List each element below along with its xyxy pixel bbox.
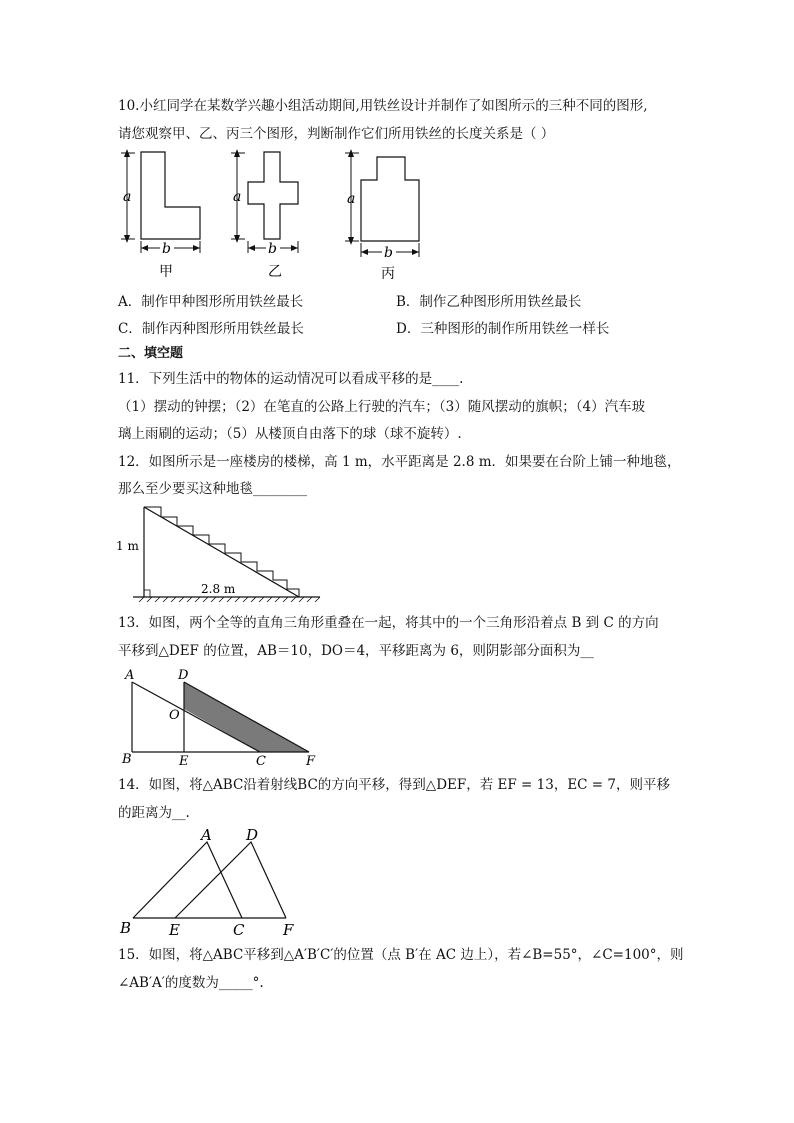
label-jia: 甲	[159, 264, 173, 280]
q14-label-a: A	[201, 826, 212, 844]
q10-stem-line1: 10.小红同学在某数学兴趣小组活动期间,用铁丝设计并制作了如图所示的三种不同的图形,	[118, 98, 648, 114]
q15-stem-line2: ∠AB′A′的度数为_____°.	[118, 975, 264, 991]
q10-option-c: C．制作丙种图形所用铁丝最长	[118, 321, 304, 337]
q14-triangles-figure	[115, 825, 305, 940]
bing-a-label: a	[347, 191, 356, 207]
q10-option-a: A．制作甲种图形所用铁丝最长	[118, 294, 304, 310]
q12-stairs-figure	[115, 502, 325, 606]
section-fill-in-heading: 二、填空题	[118, 346, 184, 361]
label-yi: 乙	[268, 264, 282, 280]
q13-label-b: B	[122, 752, 132, 767]
q11-stem-line3: 璃上雨刷的运动；（5）从楼顶自由落下的球（球不旋转）.	[118, 426, 462, 442]
q11-stem-line2: （1）摆动的钟摆；（2）在笔直的公路上行驶的汽车；（3）随风摆动的旗帜；（4）汽车玻	[118, 399, 646, 415]
q14-label-d: D	[246, 826, 259, 844]
q13-label-a: A	[125, 668, 135, 683]
q13-stem-line2: 平移到△DEF 的位置，AB＝10，DO＝4，平移距离为 6，则阴影部分面积为__	[118, 643, 594, 659]
q13-label-c: C	[256, 754, 266, 767]
stairs-width-label: 2.8 m	[201, 582, 236, 596]
q10-option-b: B．制作乙种图形所用铁丝最长	[396, 294, 582, 310]
q14-stem-line1: 14．如图，将△ABC沿着射线BC的方向平移，得到△DEF，若 EF = 13，EC = 7，则平移	[118, 777, 670, 793]
q13-label-d: D	[178, 668, 189, 683]
figure-jia	[121, 149, 200, 280]
q13-stem-line1: 13．如图，两个全等的直角三角形重叠在一起，将其中的一个三角形沿着点 B 到 C 的方向	[118, 615, 659, 631]
label-bing: 丙	[381, 266, 395, 282]
bing-b-label: b	[384, 245, 393, 261]
q14-label-f: F	[283, 921, 294, 939]
q13-label-o: O	[169, 708, 180, 723]
q10-stem-line2: 请您观察甲、乙、丙三个图形，判断制作它们所用铁丝的长度关系是（ ）	[118, 126, 555, 142]
stairs-height-label: 1 m	[116, 539, 139, 553]
q15-stem-line1: 15．如图，将△ABC平移到△A′B′C′的位置（点 B′在 AC 边上），若∠B=55°，∠C=100°，则	[118, 947, 684, 963]
yi-b-label: b	[268, 241, 277, 257]
q12-stem-line2: 那么至少要买这种地毯________	[118, 481, 307, 497]
q13-label-f: F	[306, 754, 316, 767]
q14-label-c: C	[233, 921, 245, 939]
q14-label-b: B	[120, 919, 132, 937]
q14-stem-line2: 的距离为__.	[118, 805, 190, 821]
q13-label-e: E	[179, 754, 189, 767]
figure-yi	[231, 149, 298, 280]
yi-a-label: a	[233, 189, 242, 205]
q10-figures	[115, 145, 435, 285]
q13-triangles-figure	[115, 667, 330, 767]
q12-stem-line1: 12．如图所示是一座楼房的楼梯，高 1 m，水平距离是 2.8 m．如果要在台阶上铺一种地毯，	[118, 454, 681, 470]
q10-option-d: D．三种图形的制作所用铁丝一样长	[396, 321, 610, 337]
q14-label-e: E	[169, 921, 180, 939]
jia-a-label: a	[123, 189, 132, 205]
figure-bing	[345, 149, 419, 282]
jia-b-label: b	[162, 241, 171, 257]
q11-stem-line1: 11．下列生活中的物体的运动情况可以看成平移的是____.	[118, 371, 464, 387]
